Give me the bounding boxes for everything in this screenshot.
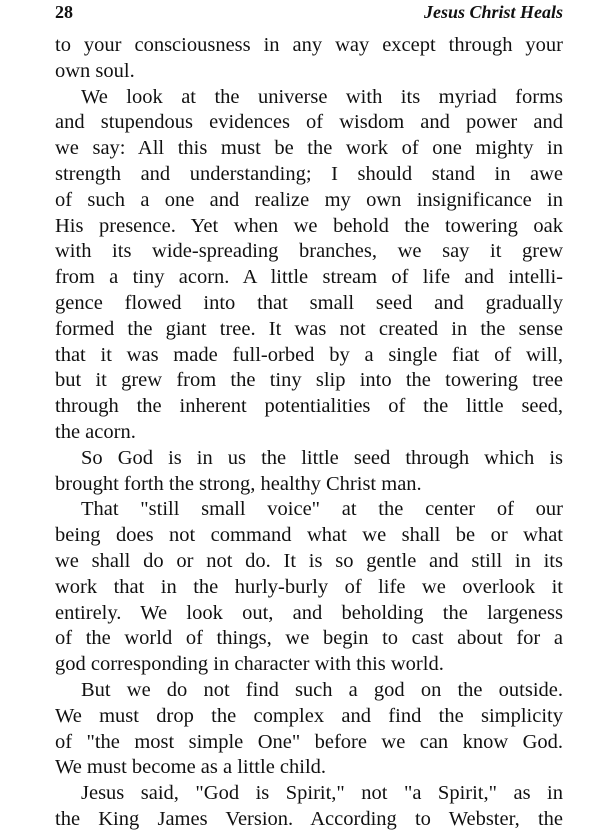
text-line: from a tiny acorn. A little stream of life and intelli- — [55, 266, 563, 289]
text-line: we say: All this must be the work of one mighty in — [55, 137, 563, 160]
text-line: work that in the hurly-burly of life we overlook it — [55, 575, 563, 598]
text-line: entirely. We look out, and beholding the largeness — [55, 601, 563, 624]
text-line: We must become as a little child. — [55, 756, 327, 779]
text-line: and stupendous evidences of wisdom and power and — [55, 111, 563, 134]
page-header — [55, 2, 563, 26]
text-line: we shall do or not do. It is so gentle and still in its — [55, 549, 563, 572]
text-line: formed the giant tree. It was not created in the sense — [55, 317, 563, 340]
text-line: being does not command what we shall be or what — [55, 524, 563, 547]
text-line: That "still small voice" at the center of our — [81, 498, 563, 521]
text-line: We must drop the complex and find the simplicity — [55, 704, 563, 727]
text-line: that it was made full-orbed by a single fiat of will, — [55, 343, 563, 366]
text-line: but it grew from the tiny slip into the towering tree — [55, 369, 563, 392]
page-number: 28 — [55, 2, 73, 22]
text-line: to your consciousness in any way except through your — [55, 34, 563, 56]
text-line: Jesus said, "God is Spirit," not "a Spirit," as in — [81, 782, 563, 805]
text-line: His presence. Yet when we behold the towering oak — [55, 214, 563, 237]
running-title: Jesus Christ Heals — [423, 2, 563, 22]
text-line: the King James Version. According to Webster, the — [55, 807, 563, 830]
text-line: the acorn. — [55, 420, 136, 443]
text-line: of the world of things, we begin to cast about for a — [55, 627, 563, 650]
text-line: strength and understanding; I should stand in awe — [55, 162, 563, 185]
text-line: So God is in us the little seed through which is — [81, 446, 563, 469]
text-line: We look at the universe with its myriad forms — [81, 85, 563, 108]
text-line: of "the most simple One" before we can know God. — [55, 730, 563, 753]
text-line: god corresponding in character with this world. — [55, 653, 444, 676]
text-line: brought forth the strong, healthy Christ man. — [55, 472, 422, 495]
page-body-text — [55, 33, 563, 833]
text-line: own soul. — [55, 59, 135, 82]
text-line: through the inherent potentialities of the little seed, — [55, 395, 563, 418]
text-line: of such a one and realize my own insignificance in — [55, 188, 563, 211]
text-line: gence flowed into that small seed and gradually — [55, 291, 563, 314]
text-line: But we do not find such a god on the outside. — [81, 678, 563, 701]
text-line: with its wide-spreading branches, we say it grew — [55, 240, 563, 263]
